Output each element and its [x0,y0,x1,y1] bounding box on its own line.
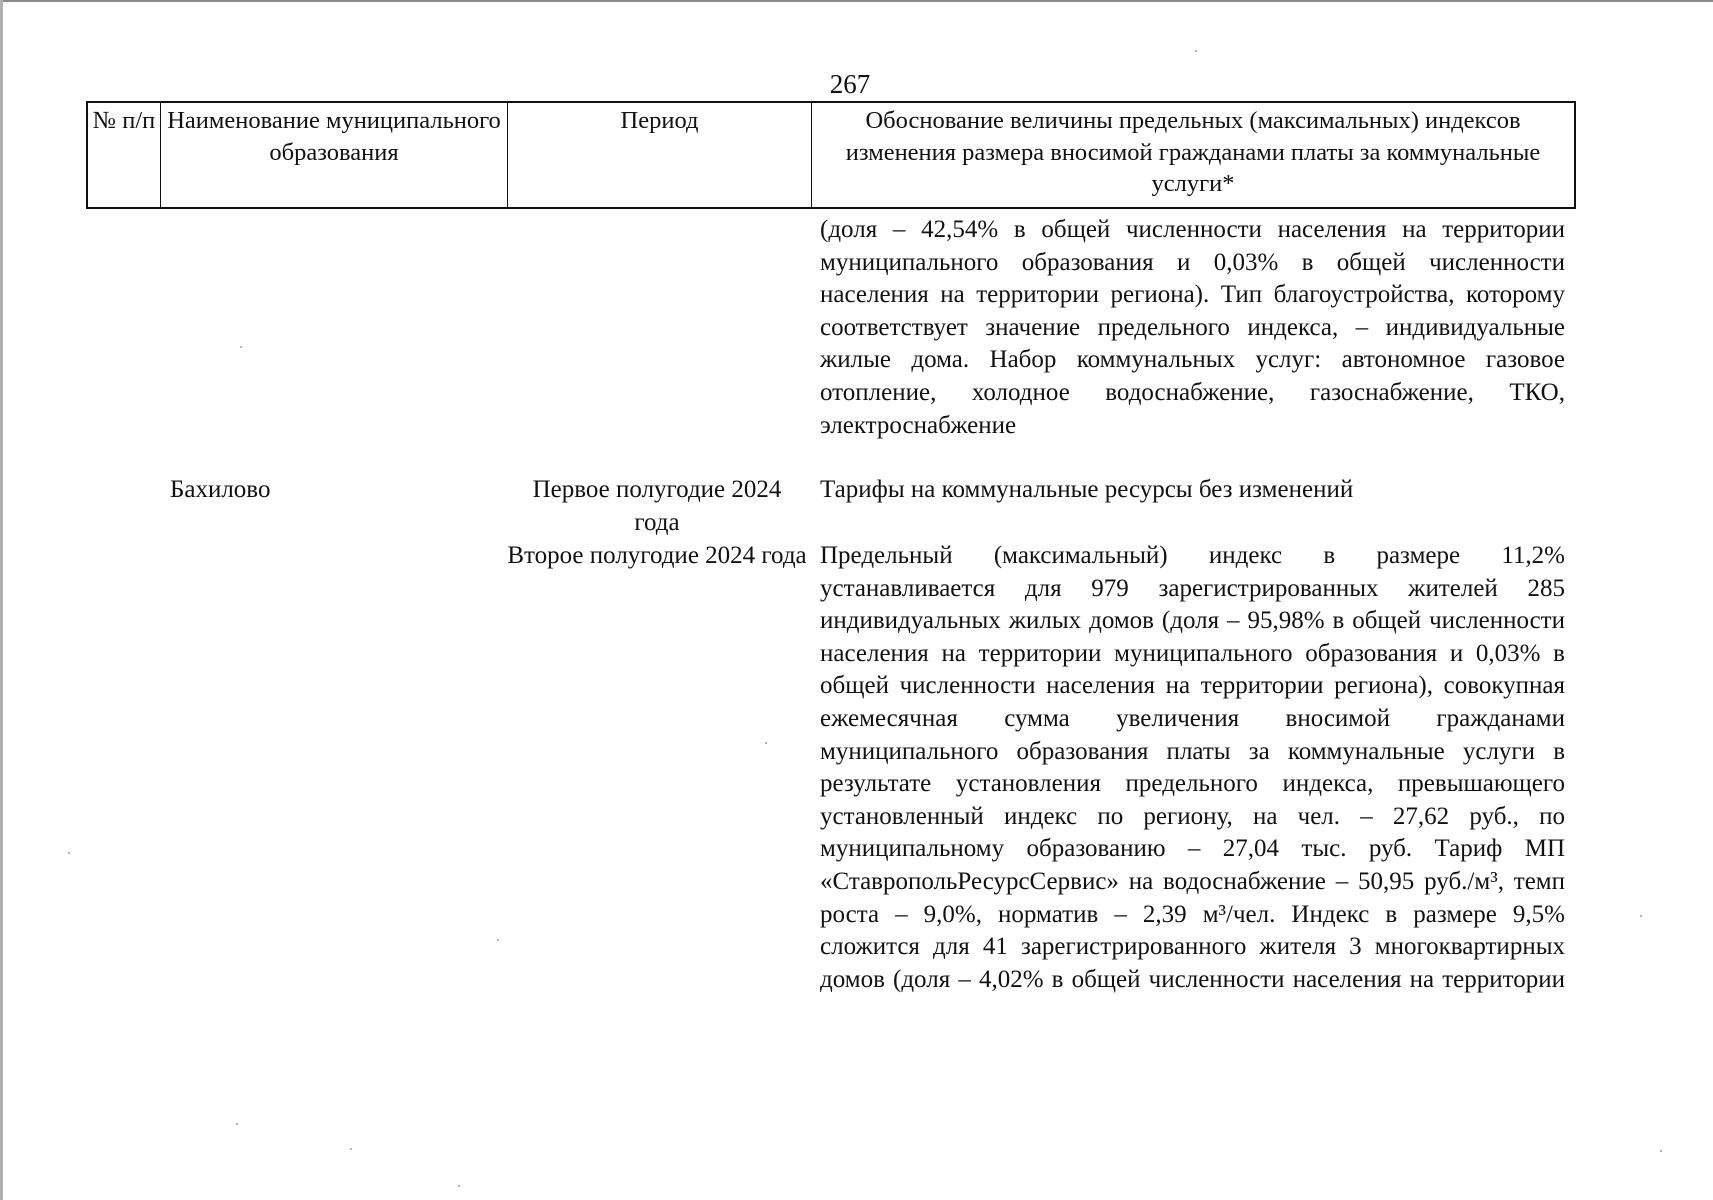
page-number: 267 [829,69,871,99]
scan-speck [1640,915,1642,917]
municipality-name: Бахилово [170,476,271,503]
period-first-half: Первое полугодие 2024 года [532,476,782,536]
header-cell-municipality: Наименование муниципального образования [161,103,508,207]
scan-speck [240,346,242,348]
scan-speck [1660,1150,1662,1152]
basis-first-half: Тарифы на коммунальные ресурсы без изменений [820,476,1354,503]
basis-second-half: Предельный (максимальный) индекс в размере 11,2% устанавливается для 979 зарегистрированных жителей 285 индивидуальных жилых домов (доля – 95,98% в общей численности населения на территории муниципального образования и 0,03% в общей численности населения на территории региона), совокупная ежемесячная сумма увеличения вносимой гражданами муниципального образования платы за коммунальные услуги в результате установления предельного индекса, превышающего установленный индекс по региону, на чел. – 27,62 руб., по муниципальному образованию – 27,04 тыс. руб. Тариф МП «СтавропольРесурсСервис» на водоснабжение – 50,95 руб./м³, темп роста – 9,0%, норматив – 2,39 м³/чел. Индекс в размере 9,5% сложится для 41 зарегистрированного жителя 3 многоквартирных домов (доля – 4,02% в общей численности населения на территории [820,542,1565,993]
scan-speck [350,1148,352,1150]
scan-edge-top [0,0,1713,2]
scan-speck [236,1123,238,1125]
scan-speck [458,1185,460,1187]
header-cell-basis: Обоснование величины предельных (максимальных) индексов изменения размера вносимой гражданами платы за коммунальные услуги* [845,107,1541,197]
scan-speck [765,742,767,744]
header-cell-number: № п/п [88,103,161,207]
basis-continuation-text: (доля – 42,54% в общей численности населения на территории муниципального образования и 0,03% в общей численности населения на территории региона). Тип благоустройства, которому соответствует значение предельного индекса, – индивидуальные жилые дома. Набор коммунальных услуг: автономное газовое отопление, холодное водоснабжение, газоснабжение, ТКО, электроснабжение [820,216,1565,439]
scan-edge-left [0,0,3,1200]
period-second-half: Второе полугодие 2024 года [507,542,807,569]
table-header [86,101,1576,209]
scan-speck [497,939,499,941]
scan-speck [1195,50,1197,52]
header-cell-period: Период [508,103,812,207]
scan-speck [68,852,70,854]
